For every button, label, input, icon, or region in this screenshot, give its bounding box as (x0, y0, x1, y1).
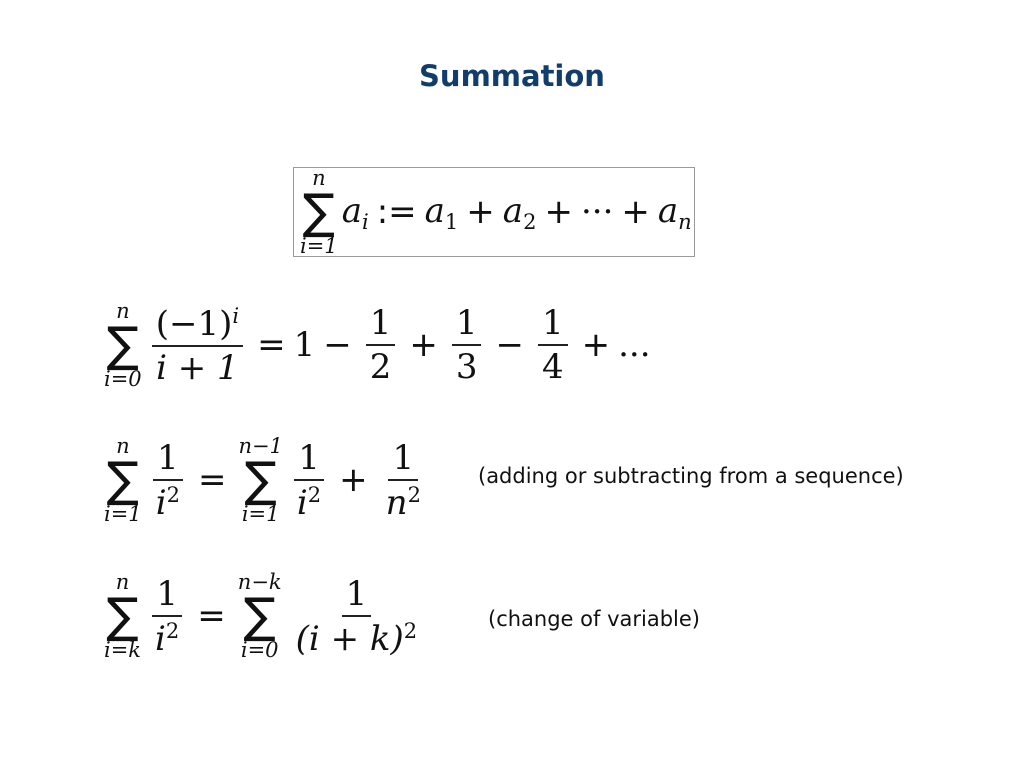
summand-fraction: $\frac{(-1)^i}{i + 1}$ (152, 306, 243, 385)
summand-fraction: $\frac{1}{(i + k)^2}$ (295, 573, 418, 659)
minus-sign: − (323, 325, 352, 365)
summand: $a_i$ (341, 190, 369, 234)
sum-upper-limit: n (116, 299, 130, 323)
first-term: 1 (293, 325, 316, 365)
plus-sign: + (409, 325, 438, 365)
sum-lower-limit: i=1 (104, 502, 142, 526)
split-last-term-equation (100, 435, 431, 525)
sum-lower-limit: i=1 (300, 234, 338, 258)
summation-operator (104, 435, 142, 525)
term-a1: $a_1$ (424, 190, 459, 234)
minus-sign: − (495, 325, 524, 365)
sum-upper-limit: n−1 (238, 434, 283, 458)
sum-lower-limit: i=1 (241, 502, 280, 526)
summation-operator (238, 435, 282, 525)
plus-sign: + (621, 192, 650, 232)
plus-sign: + (339, 460, 368, 500)
slide-title: Summation (419, 59, 605, 93)
ellipsis: ··· (580, 192, 614, 232)
summation-operator (238, 571, 282, 661)
sum-upper-limit: n (115, 570, 130, 594)
summation-operator (104, 300, 142, 390)
sum-lower-limit: i=0 (104, 367, 142, 391)
plus-sign: + (544, 192, 573, 232)
sum-upper-limit: n (116, 434, 130, 458)
sigma-symbol: ∑ (244, 452, 277, 508)
fraction-one-quarter: $\frac{1}{4}$ (538, 306, 568, 384)
sigma-symbol: ∑ (106, 317, 140, 373)
sigma-symbol: ∑ (302, 184, 336, 240)
equals-sign: = (257, 325, 286, 365)
term-a2: $a_2$ (502, 190, 537, 234)
split-last-term-note: (adding or subtracting from a sequence) (478, 464, 904, 488)
summand-fraction: $\frac{1}{i^2}$ (151, 577, 183, 656)
sum-lower-limit: i=k (104, 638, 142, 662)
sum-lower-limit: i=0 (240, 638, 279, 662)
defines-symbol: := (376, 192, 417, 232)
change-of-variable-equation (100, 571, 427, 661)
equals-sign: = (197, 460, 227, 500)
sum-upper-limit: n−k (237, 570, 282, 594)
change-of-variable-note: (change of variable) (488, 607, 700, 631)
summand-fraction: $\frac{1}{i^2}$ (152, 441, 184, 520)
fraction-one-half: $\frac{1}{2}$ (366, 306, 396, 384)
alternating-series-equation (100, 300, 651, 390)
sum-upper-limit: n (312, 166, 326, 190)
sigma-symbol: ∑ (106, 588, 139, 644)
definition-equation (293, 167, 695, 257)
sigma-symbol: ∑ (243, 588, 276, 644)
plus-sign: + (466, 192, 495, 232)
last-term-fraction: $\frac{1}{n^2}$ (385, 437, 421, 523)
summation-operator (104, 571, 141, 661)
fraction-one-third: $\frac{1}{3}$ (452, 306, 482, 384)
term-an: $a_n$ (657, 190, 692, 234)
summand-fraction: $\frac{1}{i^2}$ (293, 441, 325, 520)
equals-sign: = (197, 596, 226, 636)
summation-operator (300, 167, 338, 257)
sigma-symbol: ∑ (106, 452, 140, 508)
plus-sign: + (581, 325, 611, 365)
ellipsis: ... (618, 325, 651, 365)
